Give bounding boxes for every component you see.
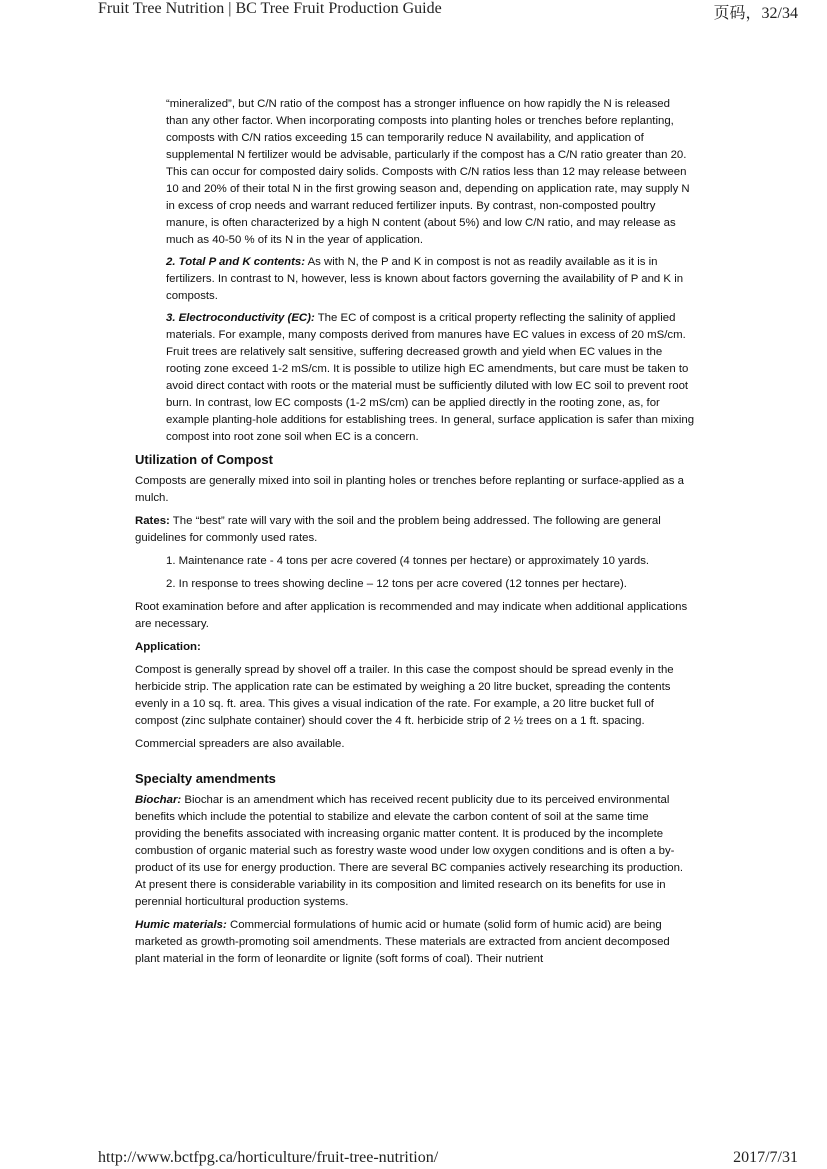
paragraph-biochar <box>135 792 695 911</box>
paragraph-commercial: Commercial spreaders are also available. <box>135 738 345 750</box>
application-label: Application: <box>135 641 201 653</box>
biochar-text: Biochar is an amendment which has received recent publicity due to its perceived environmental benefits which include the potential to stabilize and elevate the carbon content of soil at the same time providing the benefits associated with increasing organic matter content. It is produced by the incomplete combustion of organic material such as forestry waste wood under low oxygen conditions and is often a by-product of its use for energy production. There are several BC companies actively researching its production. At present there is considerable variability in its composition and limited research on its benefits for use in perennial horticultural production systems. <box>135 794 684 908</box>
paragraph-application: Compost is generally spread by shovel off a trailer. In this case the compost should be spread evenly in the herbicide strip. The application rate can be estimated by weighing a 20 litre bucket, spreading the contents evenly in a 10 sq. ft. area. This gives a visual indication of the rate. For example, a 20 litre bucket full of compost (zinc sulphate container) should cover the 4 ft. herbicide strip of 2 ½ trees on a 1 ft. spacing. <box>135 664 674 727</box>
rates-text: The “best” rate will vary with the soil and the problem being addressed. The following are general guidelines for commonly used rates. <box>135 515 661 544</box>
ec-label: 3. Electroconductivity (EC): <box>166 312 315 324</box>
heading-specialty: Specialty amendments <box>135 771 276 786</box>
pk-label: 2. Total P and K contents: <box>166 256 306 268</box>
pk-text: As with N, the P and K in compost is not as readily available as it is in fertilizers. In contrast to N, however, less is known about factors governing the availability of P and K in composts. <box>166 256 684 302</box>
paragraph-rates <box>135 513 695 547</box>
paragraph-humic <box>135 917 695 968</box>
footer-date: 2017/7/31 <box>733 1149 798 1166</box>
paragraph-root-exam: Root examination before and after application is recommended and may indicate when additional applications are necessary. <box>135 601 688 630</box>
footer-url: http://www.bctfpg.ca/horticulture/fruit-tree-nutrition/ <box>98 1149 439 1166</box>
paragraph-pk-contents <box>135 254 695 305</box>
rates-label: Rates: <box>135 515 170 527</box>
list-item: 2. In response to trees showing decline – 12 tons per acre covered (12 tonnes per hectare). <box>166 578 627 590</box>
humic-label: Humic materials: <box>135 919 227 931</box>
page-number: 页码，32/34 <box>713 5 798 22</box>
list-item: 1. Maintenance rate - 4 tons per acre covered (4 tonnes per hectare) or approximately 10 yards. <box>166 555 650 567</box>
biochar-label: Biochar: <box>135 794 182 806</box>
paragraph-mineralized: “mineralized”, but C/N ratio of the compost has a stronger influence on how rapidly the N is released than any other factor. When incorporating composts into planting holes or trenches before replanting, composts with C/N ratios exceeding 15 can temporarily reduce N availability, and application of supplemental N fertilizer would be advisable, particularly if the compost has a C/N ratio greater than 20. This can occur for composted dairy solids. Composts with C/N ratios less than 12 may release between 10 and 20% of their total N in the first growing season and, depending on application rate, may supply N in excess of crop needs and warrant reduced fertilizer inputs. By contrast, non-composted poultry manure, is often characterized by a high N content (about 5%) and low C/N ratio, and may release as much as 40-50 % of its N in the year of application. <box>166 98 690 246</box>
document-body <box>135 96 695 968</box>
ec-text: The EC of compost is a critical property reflecting the salinity of applied materials. For example, many composts derived from manures have EC values in excess of 20 mS/cm. Fruit trees are relatively salt sensitive, suffering decreased growth and yield when EC values in the rooting zone exceed 1-2 mS/cm. It is possible to utilize high EC amendments, but care must be taken to avoid direct contact with roots or the material must be sufficiently diluted with low EC soil to prevent root burn. In contrast, low EC composts (1-2 mS/cm) can be applied directly in the rooting zone, as, for example planting-hole additions for establishing trees. In general, surface application is safer than mixing compost into root zone soil when EC is a concern. <box>166 312 695 443</box>
heading-utilization: Utilization of Compost <box>135 452 273 467</box>
paragraph-utilization: Composts are generally mixed into soil in planting holes or trenches before replanting or surface-applied as a mulch. <box>135 475 684 504</box>
paragraph-ec <box>135 310 695 446</box>
humic-text: Commercial formulations of humic acid or humate (solid form of humic acid) are being marketed as growth-promoting soil amendments. These materials are extracted from ancient decomposed plant material in the form of leonardite or lignite (soft forms of coal). Their nutrient <box>135 919 670 965</box>
page-header-title: Fruit Tree Nutrition | BC Tree Fruit Production Guide <box>98 0 442 17</box>
